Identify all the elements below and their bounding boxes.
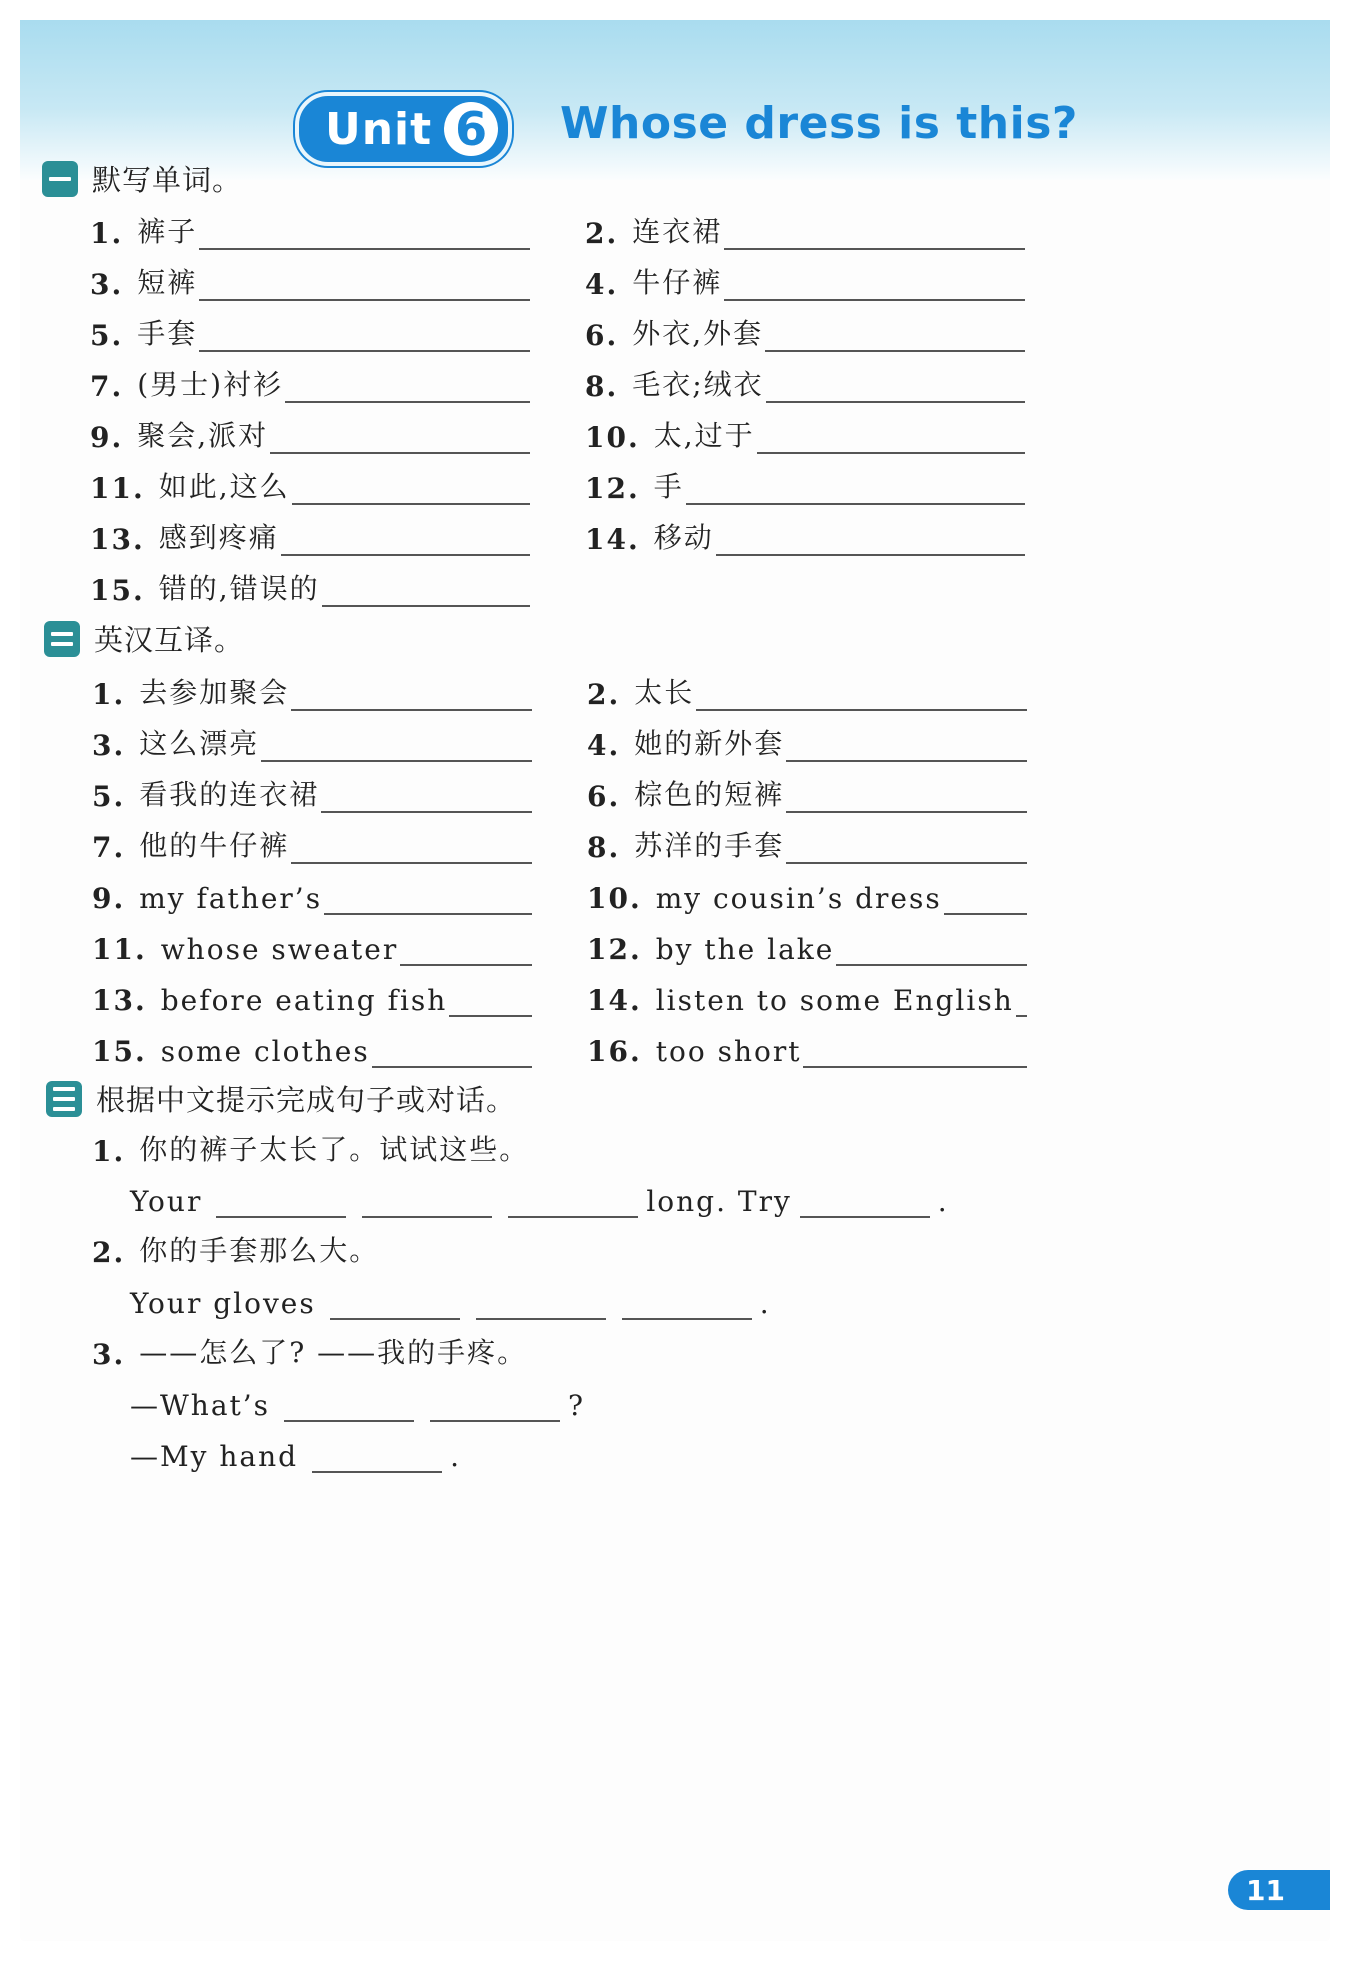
item-number: 1. xyxy=(90,217,124,250)
answer-blank[interactable] xyxy=(312,1433,442,1473)
item-label: 毛衣;绒衣 xyxy=(632,368,764,401)
s1-item-4 xyxy=(585,251,1025,301)
item-label: 裤子 xyxy=(137,215,198,248)
section-1-header xyxy=(42,158,242,199)
item-number: 5. xyxy=(90,319,124,352)
item-label: 感到疼痛 xyxy=(158,521,279,554)
answer-line[interactable] xyxy=(765,310,1025,352)
prompt-text: 你的手套那么大。 xyxy=(139,1234,380,1267)
item-number: 4. xyxy=(587,729,621,762)
answer-blank[interactable] xyxy=(216,1178,346,1218)
answer-line[interactable] xyxy=(292,463,530,505)
section-1-title: 默写单词。 xyxy=(92,163,243,197)
answer-line[interactable] xyxy=(449,975,532,1017)
item-number: 2. xyxy=(587,678,621,711)
sentence-start: —My hand xyxy=(130,1440,299,1473)
answer-blank[interactable] xyxy=(508,1178,638,1218)
unit-word: Unit xyxy=(325,103,433,155)
section-2-title: 英汉互译。 xyxy=(94,623,245,657)
answer-line[interactable] xyxy=(281,514,530,556)
section-3-title: 根据中文提示完成句子或对话。 xyxy=(96,1083,517,1117)
answer-line[interactable] xyxy=(261,720,532,762)
item-number: 6. xyxy=(585,319,619,352)
s2-item-2 xyxy=(587,661,1027,711)
item-number: 6. xyxy=(587,780,621,813)
answer-line[interactable] xyxy=(944,873,1027,915)
s3-q3-line2 xyxy=(130,1427,461,1473)
item-label: 手 xyxy=(653,470,684,503)
section-2-icon xyxy=(44,621,80,657)
item-number: 7. xyxy=(90,370,124,403)
answer-line[interactable] xyxy=(291,822,532,864)
item-number: 4. xyxy=(585,268,619,301)
item-number: 15. xyxy=(92,1035,147,1068)
answer-line[interactable] xyxy=(766,361,1025,403)
answer-line[interactable] xyxy=(1016,975,1027,1017)
item-label: 错的,错误的 xyxy=(158,572,320,605)
item-number: 13. xyxy=(92,984,147,1017)
item-number: 14. xyxy=(585,523,640,556)
item-number: 16. xyxy=(587,1035,642,1068)
answer-line[interactable] xyxy=(836,924,1027,966)
answer-line[interactable] xyxy=(716,514,1025,556)
s1-item-5 xyxy=(90,302,530,352)
item-label: 连衣裙 xyxy=(632,215,723,248)
s1-item-11 xyxy=(90,455,530,505)
answer-line[interactable] xyxy=(724,259,1025,301)
page-number: 11 xyxy=(1228,1870,1330,1910)
item-label: 手套 xyxy=(137,317,198,350)
item-number: 9. xyxy=(92,882,126,915)
item-number: 5. xyxy=(92,780,126,813)
sentence-start: Your gloves xyxy=(130,1287,316,1320)
section-1-icon xyxy=(42,161,78,197)
item-label: listen to some English xyxy=(655,984,1014,1017)
s1-item-15 xyxy=(90,557,530,607)
item-label: my cousin’s dress xyxy=(655,882,942,915)
item-label: 这么漂亮 xyxy=(139,727,260,760)
s2-item-4 xyxy=(587,712,1027,762)
s2-item-11 xyxy=(92,916,532,966)
answer-line[interactable] xyxy=(322,565,530,607)
item-number: 1. xyxy=(92,678,126,711)
item-number: 10. xyxy=(585,421,640,454)
item-number: 2. xyxy=(92,1236,126,1269)
s1-item-1 xyxy=(90,200,530,250)
answer-line[interactable] xyxy=(372,1026,532,1068)
answer-line[interactable] xyxy=(324,873,532,915)
s2-item-12 xyxy=(587,916,1027,966)
item-label: 去参加聚会 xyxy=(139,676,290,709)
item-label: whose sweater xyxy=(160,933,399,966)
answer-blank[interactable] xyxy=(800,1178,930,1218)
answer-line[interactable] xyxy=(786,822,1027,864)
item-label: 她的新外套 xyxy=(634,727,785,760)
s1-item-7 xyxy=(90,353,530,403)
prompt-text: ——怎么了? ——我的手疼。 xyxy=(139,1336,528,1369)
answer-line[interactable] xyxy=(270,412,530,454)
sentence-end: ? xyxy=(568,1389,586,1422)
unit-title: Whose dress is this? xyxy=(560,98,1078,149)
answer-line[interactable] xyxy=(803,1026,1027,1068)
s2-item-8 xyxy=(587,814,1027,864)
item-number: 12. xyxy=(587,933,642,966)
prompt-text: 你的裤子太长了。试试这些。 xyxy=(139,1133,530,1166)
sentence-end: . xyxy=(937,1185,949,1218)
s2-item-14 xyxy=(587,967,1027,1017)
item-label: 聚会,派对 xyxy=(137,419,269,452)
item-label: 太长 xyxy=(634,676,695,709)
answer-blank[interactable] xyxy=(362,1178,492,1218)
s2-item-3 xyxy=(92,712,532,762)
s1-item-6 xyxy=(585,302,1025,352)
s2-item-15 xyxy=(92,1018,532,1068)
answer-blank[interactable] xyxy=(284,1382,414,1422)
item-number: 15. xyxy=(90,574,145,607)
unit-banner xyxy=(20,20,1330,180)
s3-q3-line1 xyxy=(130,1376,585,1422)
item-label: 太,过于 xyxy=(653,419,755,452)
s1-item-13 xyxy=(90,506,530,556)
item-label: 看我的连衣裙 xyxy=(139,778,320,811)
item-label: some clothes xyxy=(160,1035,370,1068)
item-number: 1. xyxy=(92,1135,126,1168)
item-number: 12. xyxy=(585,472,640,505)
answer-line[interactable] xyxy=(199,259,530,301)
item-number: 8. xyxy=(587,831,621,864)
item-number: 9. xyxy=(90,421,124,454)
answer-line[interactable] xyxy=(291,669,532,711)
s2-item-1 xyxy=(92,661,532,711)
item-label: 短裤 xyxy=(137,266,198,299)
answer-line[interactable] xyxy=(321,771,532,813)
section-2-header xyxy=(44,618,244,659)
answer-line[interactable] xyxy=(696,669,1027,711)
unit-number: 6 xyxy=(444,102,498,156)
answer-line[interactable] xyxy=(285,361,530,403)
item-label: my father’s xyxy=(139,882,323,915)
item-label: 苏洋的手套 xyxy=(634,829,785,862)
sentence-end: . xyxy=(450,1440,461,1473)
item-number: 8. xyxy=(585,370,619,403)
item-number: 3. xyxy=(92,729,126,762)
sentence-start: Your xyxy=(130,1185,203,1218)
s2-item-13 xyxy=(92,967,532,1017)
answer-blank[interactable] xyxy=(330,1280,460,1320)
answer-line[interactable] xyxy=(199,208,530,250)
item-number: 10. xyxy=(587,882,642,915)
item-number: 11. xyxy=(92,933,147,966)
s3-q2-prompt xyxy=(92,1223,379,1269)
section-3-icon xyxy=(46,1081,82,1117)
s1-item-10 xyxy=(585,404,1025,454)
s3-q1-answer xyxy=(130,1172,949,1218)
item-number: 3. xyxy=(90,268,124,301)
worksheet-page xyxy=(20,20,1330,1941)
section-3-header xyxy=(46,1078,516,1119)
item-label: 牛仔裤 xyxy=(632,266,723,299)
item-number: 14. xyxy=(587,984,642,1017)
s1-item-12 xyxy=(585,455,1025,505)
answer-line[interactable] xyxy=(786,771,1027,813)
s2-item-6 xyxy=(587,763,1027,813)
unit-badge xyxy=(295,92,512,166)
item-number: 2. xyxy=(585,217,619,250)
s2-item-9 xyxy=(92,865,532,915)
s2-item-16 xyxy=(587,1018,1027,1068)
item-number: 7. xyxy=(92,831,126,864)
s3-q1-prompt xyxy=(92,1122,529,1168)
item-label: 他的牛仔裤 xyxy=(139,829,290,862)
answer-line[interactable] xyxy=(686,463,1025,505)
s1-item-2 xyxy=(585,200,1025,250)
item-number: 11. xyxy=(90,472,145,505)
s1-item-9 xyxy=(90,404,530,454)
item-number: 13. xyxy=(90,523,145,556)
sentence-end: . xyxy=(759,1287,771,1320)
s3-q3-prompt xyxy=(92,1325,527,1371)
answer-blank[interactable] xyxy=(430,1382,560,1422)
item-label: 外衣,外套 xyxy=(632,317,764,350)
item-label: 棕色的短裤 xyxy=(634,778,785,811)
item-number: 3. xyxy=(92,1338,126,1371)
s2-item-7 xyxy=(92,814,532,864)
s1-item-3 xyxy=(90,251,530,301)
answer-line[interactable] xyxy=(199,310,530,352)
sentence-start: —What’s xyxy=(130,1389,271,1422)
s2-item-10 xyxy=(587,865,1027,915)
s1-item-14 xyxy=(585,506,1025,556)
answer-line[interactable] xyxy=(757,412,1025,454)
item-label: 如此,这么 xyxy=(158,470,290,503)
item-label: (男士)衬衫 xyxy=(137,368,284,401)
item-label: by the lake xyxy=(655,933,835,966)
answer-blank[interactable] xyxy=(622,1280,752,1320)
s2-item-5 xyxy=(92,763,532,813)
item-label: 移动 xyxy=(653,521,714,554)
answer-line[interactable] xyxy=(786,720,1027,762)
answer-line[interactable] xyxy=(724,208,1025,250)
answer-line[interactable] xyxy=(400,924,532,966)
answer-blank[interactable] xyxy=(476,1280,606,1320)
item-label: too short xyxy=(655,1035,802,1068)
sentence-middle: long. Try xyxy=(646,1185,792,1218)
s3-q2-answer xyxy=(130,1274,771,1320)
s1-item-8 xyxy=(585,353,1025,403)
item-label: before eating fish xyxy=(160,984,448,1017)
